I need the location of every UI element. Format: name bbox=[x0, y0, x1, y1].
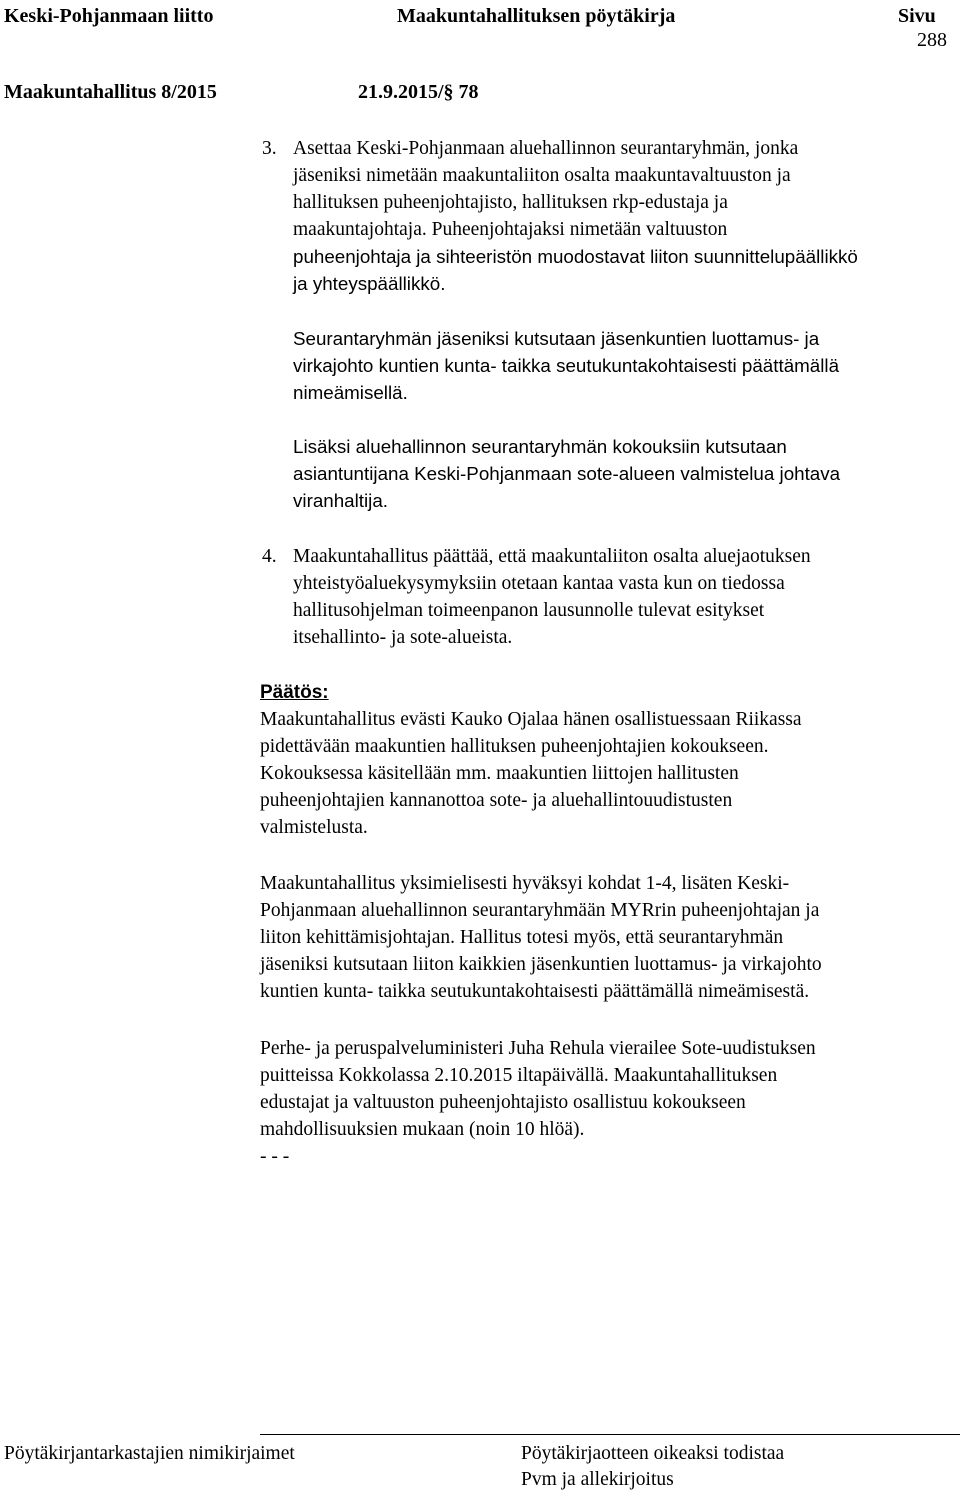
text-line: maakuntajohtaja. Puheenjohtajaksi nimetään valtuuston bbox=[293, 219, 728, 240]
footer-certification-label: Pöytäkirjaotteen oikeaksi todistaa bbox=[521, 1443, 785, 1464]
text-line: Kokouksessa käsitellään mm. maakuntien liittojen hallitusten bbox=[260, 763, 739, 784]
organization-name: Keski-Pohjanmaan liitto bbox=[4, 5, 214, 27]
decision-heading: Päätös: bbox=[260, 682, 329, 703]
text-line: hallituksen puheenjohtajisto, hallituksen rkp-edustaja ja bbox=[293, 192, 728, 213]
item-3-paragraph bbox=[293, 325, 943, 406]
end-marker: - - - bbox=[260, 1146, 290, 1167]
text-line: itsehallinto- ja sote-alueista. bbox=[293, 627, 513, 648]
text-line: viranhaltija. bbox=[293, 490, 388, 511]
footer-date-signature-label: Pvm ja allekirjoitus bbox=[521, 1469, 674, 1490]
text-line: Perhe- ja peruspalveluministeri Juha Rehula vierailee Sote-uudistuksen bbox=[260, 1038, 816, 1059]
document-type: Maakuntahallituksen pöytäkirja bbox=[397, 5, 676, 27]
text-line: liiton kehittämisjohtajan. Hallitus totesi myös, että seurantaryhmän bbox=[260, 927, 784, 948]
text-line: asiantuntijana Keski-Pohjanmaan sote-alueen valmistelua johtava bbox=[293, 463, 841, 484]
item-3-text bbox=[293, 135, 943, 297]
text-line: Maakuntahallitus evästi Kauko Ojalaa hänen osallistuessaan Riikassa bbox=[260, 709, 802, 730]
decision-paragraph bbox=[260, 706, 950, 841]
page-number: 288 bbox=[917, 29, 947, 51]
text-line: puheenjohtaja ja sihteeristön muodostavat liiton suunnittelupäällikkö bbox=[293, 246, 858, 267]
text-line: Maakuntahallitus päättää, että maakuntaliiton osalta aluejaotuksen bbox=[293, 546, 811, 567]
footer-initials-label: Pöytäkirjantarkastajien nimikirjaimet bbox=[4, 1443, 295, 1464]
item-3-paragraph bbox=[293, 433, 943, 514]
text-line: Seurantaryhmän jäseniksi kutsutaan jäsenkuntien luottamus- ja bbox=[293, 328, 820, 349]
text-line: nimeämisellä. bbox=[293, 382, 408, 403]
item-number: 4. bbox=[262, 546, 277, 567]
text-line: puheenjohtajien kannanottoa sote- ja aluehallintouudistusten bbox=[260, 790, 733, 811]
text-line: hallitusohjelman toimeenpanon lausunnolle tulevat esitykset bbox=[293, 600, 765, 621]
item-number: 3. bbox=[262, 138, 277, 159]
text-line: valmistelusta. bbox=[260, 817, 368, 838]
footer-rule bbox=[260, 1434, 960, 1435]
text-line: jäseniksi kutsutaan liiton kaikkien jäsenkuntien luottamus- ja virkajohto bbox=[260, 954, 822, 975]
text-line: Pohjanmaan aluehallinnon seurantaryhmään MYRrin puheenjohtajan ja bbox=[260, 900, 820, 921]
text-line: Maakuntahallitus yksimielisesti hyväksyi kohdat 1-4, lisäten Keski- bbox=[260, 873, 790, 894]
text-line: jäseniksi nimetään maakuntaliiton osalta maakuntavaltuuston ja bbox=[293, 165, 791, 186]
decision-paragraph bbox=[260, 870, 950, 1005]
text-line: pidettävään maakuntien hallituksen puheenjohtajien kokoukseen. bbox=[260, 736, 769, 757]
item-4-text bbox=[293, 543, 943, 651]
meeting-id: Maakuntahallitus 8/2015 bbox=[4, 81, 217, 103]
decision-paragraph bbox=[260, 1035, 950, 1170]
text-line: Asettaa Keski-Pohjanmaan aluehallinnon seurantaryhmän, jonka bbox=[293, 138, 799, 159]
text-line: kuntien kunta- taikka seutukuntakohtaisesti päättämällä nimeämisestä. bbox=[260, 981, 810, 1002]
text-line: yhteistyöaluekysymyksiin otetaan kantaa vasta kun on tiedossa bbox=[293, 573, 785, 594]
text-line: puitteissa Kokkolassa 2.10.2015 iltapäivällä. Maakuntahallituksen bbox=[260, 1065, 778, 1086]
meeting-date-section: 21.9.2015/§ 78 bbox=[358, 81, 479, 103]
text-line: Lisäksi aluehallinnon seurantaryhmän kokouksiin kutsutaan bbox=[293, 436, 787, 457]
text-line: virkajohto kuntien kunta- taikka seutukuntakohtaisesti päättämällä bbox=[293, 355, 840, 376]
text-line: mahdollisuuksien mukaan (noin 10 hlöä). bbox=[260, 1119, 585, 1140]
page-label: Sivu bbox=[898, 5, 936, 27]
text-line: edustajat ja valtuuston puheenjohtajisto osallistuu kokoukseen bbox=[260, 1092, 746, 1113]
text-line: ja yhteyspäällikkö. bbox=[293, 273, 446, 294]
